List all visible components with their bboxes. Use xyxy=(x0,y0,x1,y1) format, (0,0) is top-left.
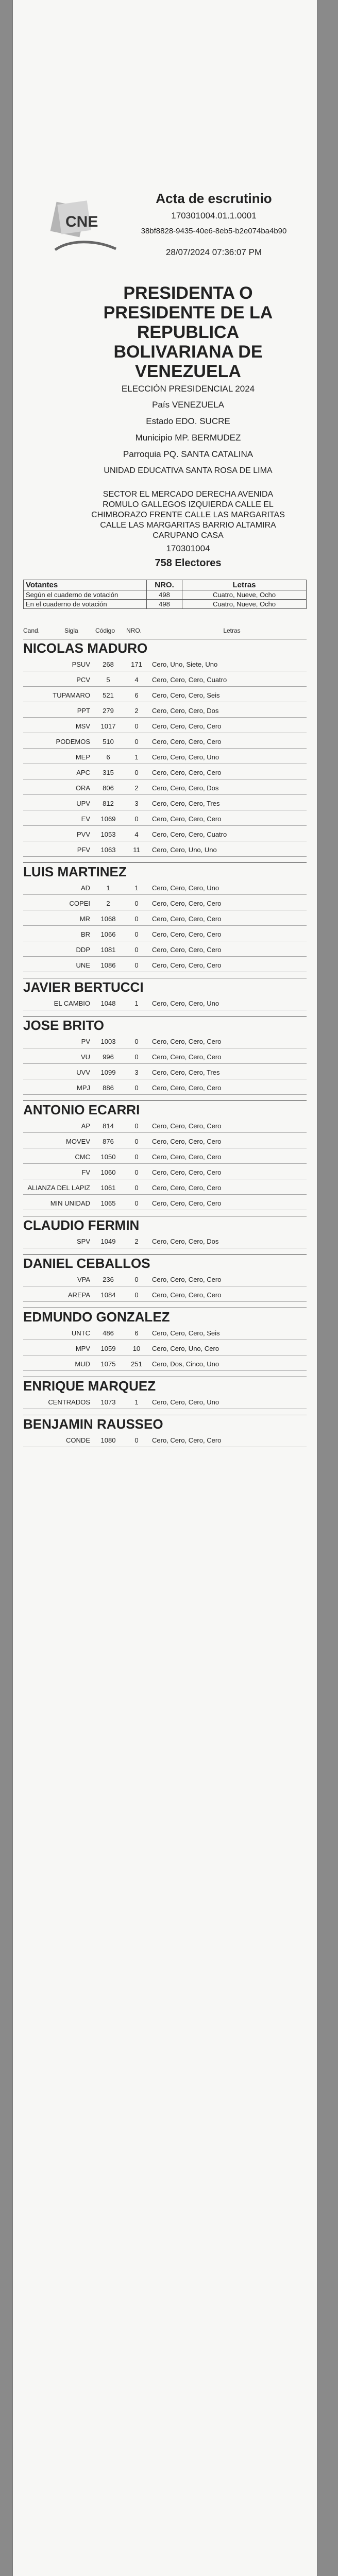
party-sigla: DDP xyxy=(76,945,90,954)
party-row xyxy=(23,881,307,895)
party-code: 1017 xyxy=(100,722,116,730)
electors-count: 758 Electores xyxy=(155,557,222,569)
party-letras: Cero, Cero, Cero, Cero xyxy=(152,768,222,776)
col-cand: Cand. xyxy=(23,627,40,634)
table-row xyxy=(24,600,307,609)
logo-text: CNE xyxy=(65,213,98,230)
party-votes: 3 xyxy=(134,799,139,807)
party-code: 236 xyxy=(103,1275,114,1283)
party-letras: Cero, Cero, Cero, Cero xyxy=(152,1053,222,1061)
party-sigla: UPV xyxy=(76,799,90,807)
party-letras: Cero, Cero, Cero, Uno xyxy=(152,999,219,1007)
party-votes: 0 xyxy=(134,1053,139,1061)
party-sigla: MUD xyxy=(75,1360,90,1368)
party-votes: 1 xyxy=(134,1398,139,1406)
party-votes: 0 xyxy=(134,1168,139,1176)
party-sigla: ORA xyxy=(75,784,90,792)
party-votes: 0 xyxy=(134,1153,139,1161)
party-letras: Cero, Cero, Cero, Cero xyxy=(152,1083,222,1092)
candidate-name: EDMUNDO GONZALEZ xyxy=(23,1308,307,1325)
party-row xyxy=(23,1357,307,1371)
candidate-name: JOSE BRITO xyxy=(23,1016,307,1033)
party-row xyxy=(23,796,307,810)
party-letras: Cero, Cero, Cero, Dos xyxy=(152,784,219,792)
party-letras: Cero, Cero, Cero, Cero xyxy=(152,1183,222,1192)
row-label: Según el cuaderno de votación xyxy=(24,590,147,600)
col-sigla: Sigla xyxy=(64,627,78,634)
party-sigla: PCV xyxy=(76,675,90,684)
party-letras: Cero, Cero, Cero, Cero xyxy=(152,1168,222,1176)
party-code: 2 xyxy=(106,899,110,907)
party-row xyxy=(23,1050,307,1064)
party-row xyxy=(23,1065,307,1079)
party-sigla: CMC xyxy=(75,1153,90,1161)
party-sigla: EL CAMBIO xyxy=(54,999,90,1007)
party-letras: Cero, Dos, Cinco, Uno xyxy=(152,1360,219,1368)
party-letras: Cero, Cero, Uno, Cero xyxy=(152,1344,219,1352)
party-code: 1084 xyxy=(100,1291,116,1299)
party-letras: Cero, Cero, Cero, Cero xyxy=(152,1291,222,1299)
party-sigla: COPEI xyxy=(69,899,90,907)
party-letras: Cero, Cero, Cero, Tres xyxy=(152,799,220,807)
party-letras: Cero, Cero, Cero, Cero xyxy=(152,1137,222,1145)
party-sigla: SPV xyxy=(76,1237,90,1245)
party-sigla: PPT xyxy=(77,706,90,715)
party-code: 1080 xyxy=(100,1436,116,1444)
party-code: 876 xyxy=(103,1137,114,1145)
acta-receipt xyxy=(13,0,317,2576)
party-votes: 0 xyxy=(134,768,139,776)
party-code: 1053 xyxy=(100,830,116,838)
party-sigla: AREPA xyxy=(67,1291,90,1299)
candidate-name: LUIS MARTINEZ xyxy=(23,862,307,880)
party-sigla: VPA xyxy=(77,1275,90,1283)
party-votes: 1 xyxy=(134,753,139,761)
party-sigla: AD xyxy=(80,884,90,892)
party-votes: 0 xyxy=(134,1436,139,1444)
party-row xyxy=(23,735,307,749)
party-code: 1048 xyxy=(100,999,116,1007)
party-letras: Cero, Cero, Cero, Cero xyxy=(152,945,222,954)
candidate-name: BENJAMIN RAUSSEO xyxy=(23,1415,307,1432)
party-votes: 0 xyxy=(134,1037,139,1045)
party-row xyxy=(23,1181,307,1195)
row-label: En el cuaderno de votación xyxy=(24,600,147,609)
party-letras: Cero, Cero, Cero, Cero xyxy=(152,1037,222,1045)
party-votes: 0 xyxy=(134,930,139,938)
party-sigla: MIN UNIDAD xyxy=(50,1199,90,1207)
party-sigla: UNTC xyxy=(71,1329,90,1337)
party-row xyxy=(23,1119,307,1133)
party-row xyxy=(23,896,307,910)
party-row xyxy=(23,1150,307,1164)
party-letras: Cero, Cero, Cero, Cero xyxy=(152,1122,222,1130)
party-code: 1081 xyxy=(100,945,116,954)
party-sigla: MPV xyxy=(75,1344,90,1352)
party-row xyxy=(23,943,307,957)
parroquia: Parroquia PQ. SANTA CATALINA xyxy=(123,449,254,459)
party-sigla: MOVEV xyxy=(66,1137,90,1145)
party-votes: 6 xyxy=(134,691,139,699)
party-row xyxy=(23,827,307,841)
acta-title: Acta de escrutinio xyxy=(156,191,272,206)
party-votes: 4 xyxy=(134,830,139,838)
party-row xyxy=(23,766,307,779)
party-row xyxy=(23,781,307,795)
party-letras: Cero, Cero, Uno, Uno xyxy=(152,845,217,854)
party-code: 1065 xyxy=(100,1199,116,1207)
party-code: 806 xyxy=(103,784,114,792)
party-votes: 0 xyxy=(134,945,139,954)
party-letras: Cero, Cero, Cero, Cero xyxy=(152,722,222,730)
party-letras: Cero, Cero, Cero, Dos xyxy=(152,1237,219,1245)
party-votes: 0 xyxy=(134,1183,139,1192)
party-sigla: EV xyxy=(81,815,90,823)
party-row xyxy=(23,1165,307,1179)
party-code: 315 xyxy=(103,768,114,776)
party-votes: 0 xyxy=(134,1199,139,1207)
voting-center: UNIDAD EDUCATIVA SANTA ROSA DE LIMA xyxy=(104,466,273,475)
party-letras: Cero, Cero, Cero, Cero xyxy=(152,930,222,938)
candidate-name: DANIEL CEBALLOS xyxy=(23,1254,307,1272)
col-letras: Letras xyxy=(182,580,307,590)
party-code: 996 xyxy=(103,1053,114,1061)
party-letras: Cero, Cero, Cero, Cero xyxy=(152,815,222,823)
party-code: 5 xyxy=(106,675,110,684)
party-letras: Cero, Cero, Cero, Cero xyxy=(152,1436,222,1444)
party-code: 1068 xyxy=(100,914,116,923)
party-votes: 0 xyxy=(134,1122,139,1130)
party-votes: 4 xyxy=(134,675,139,684)
party-sigla: PVV xyxy=(76,830,90,838)
estado: Estado EDO. SUCRE xyxy=(146,416,230,426)
party-votes: 0 xyxy=(134,722,139,730)
party-row xyxy=(23,1081,307,1095)
party-row xyxy=(23,750,307,764)
col-codigo: Código xyxy=(95,627,115,634)
party-sigla: MEP xyxy=(75,753,90,761)
center-address: SECTOR EL MERCADO DERECHA AVENIDA ROMULO GALLEGOS IZQUIERDA CALLE EL CHIMBORAZO FRENTE CALLE LAS MARGARITAS CALLE LAS MARGARITAS BARRIO ALTAMIRA CARUPANO CASA xyxy=(91,490,285,540)
party-votes: 1 xyxy=(134,999,139,1007)
party-letras: Cero, Cero, Cero, Dos xyxy=(152,706,219,715)
party-votes: 171 xyxy=(131,660,142,668)
party-votes: 0 xyxy=(134,1137,139,1145)
party-sigla: FV xyxy=(81,1168,90,1176)
party-code: 1069 xyxy=(100,815,116,823)
party-column-headers xyxy=(23,627,307,634)
party-code: 814 xyxy=(103,1122,114,1130)
party-code: 510 xyxy=(103,737,114,745)
pais: País VENEZUELA xyxy=(152,400,224,410)
party-votes: 11 xyxy=(133,845,140,854)
party-votes: 251 xyxy=(131,1360,142,1368)
party-votes: 0 xyxy=(134,899,139,907)
acta-code: 170301004.01.1.0001 xyxy=(171,211,257,221)
party-code: 1073 xyxy=(100,1398,116,1406)
party-letras: Cero, Cero, Cero, Cuatro xyxy=(152,675,227,684)
party-code: 521 xyxy=(103,691,114,699)
election-name: ELECCIÓN PRESIDENCIAL 2024 xyxy=(121,384,255,394)
party-sigla: VU xyxy=(80,1053,90,1061)
col-letras2: Letras xyxy=(223,627,241,634)
party-votes: 0 xyxy=(134,737,139,745)
party-letras: Cero, Cero, Cero, Seis xyxy=(152,691,220,699)
party-code: 886 xyxy=(103,1083,114,1092)
party-row xyxy=(23,1326,307,1340)
party-sigla: MPJ xyxy=(77,1083,90,1092)
party-code: 812 xyxy=(103,799,114,807)
party-letras: Cero, Cero, Cero, Uno xyxy=(152,1398,219,1406)
party-letras: Cero, Cero, Cero, Cero xyxy=(152,1199,222,1207)
party-code: 279 xyxy=(103,706,114,715)
party-sigla: BR xyxy=(80,930,90,938)
party-votes: 3 xyxy=(134,1068,139,1076)
party-sigla: MR xyxy=(79,914,90,923)
acta-hash: 38bf8828-9435-40e6-8eb5-b2e074ba4b90 xyxy=(141,227,287,235)
party-votes: 2 xyxy=(134,706,139,715)
party-row xyxy=(23,1196,307,1210)
party-votes: 2 xyxy=(134,784,139,792)
candidate-name: NICOLAS MADURO xyxy=(23,639,307,656)
party-code: 1060 xyxy=(100,1168,116,1176)
acta-datetime: 28/07/2024 07:36:07 PM xyxy=(165,247,262,257)
party-row xyxy=(23,1433,307,1447)
row-nro: 498 xyxy=(147,600,182,609)
party-row xyxy=(23,1035,307,1048)
party-row xyxy=(23,1342,307,1355)
party-votes: 0 xyxy=(134,815,139,823)
party-code: 1075 xyxy=(100,1360,116,1368)
party-sigla: PODEMOS xyxy=(56,737,90,745)
party-letras: Cero, Cero, Cero, Cero xyxy=(152,1153,222,1161)
party-sigla: MSV xyxy=(75,722,90,730)
party-row xyxy=(23,843,307,857)
center-code: 170301004 xyxy=(166,544,210,553)
party-row xyxy=(23,673,307,687)
candidate-name: ANTONIO ECARRI xyxy=(23,1100,307,1118)
party-sigla: UNE xyxy=(76,961,90,969)
party-code: 1049 xyxy=(100,1237,116,1245)
party-votes: 1 xyxy=(134,884,139,892)
party-sigla: CONDE xyxy=(66,1436,90,1444)
party-row xyxy=(23,912,307,926)
cne-logo xyxy=(49,198,121,258)
party-votes: 10 xyxy=(132,1344,141,1352)
party-sigla: AP xyxy=(81,1122,90,1130)
party-row xyxy=(23,1273,307,1286)
party-code: 6 xyxy=(106,753,110,761)
party-sigla: UVV xyxy=(76,1068,90,1076)
party-letras: Cero, Cero, Cero, Seis xyxy=(152,1329,220,1337)
col-votantes: Votantes xyxy=(24,580,147,590)
party-sigla: APC xyxy=(76,768,90,776)
party-letras: Cero, Cero, Cero, Cero xyxy=(152,1275,222,1283)
row-letras: Cuatro, Nueve, Ocho xyxy=(182,590,307,600)
party-letras: Cero, Cero, Cero, Cero xyxy=(152,737,222,745)
party-votes: 0 xyxy=(134,1291,139,1299)
party-sigla: PFV xyxy=(77,845,90,854)
party-code: 268 xyxy=(103,660,114,668)
party-row xyxy=(23,1288,307,1302)
party-code: 1003 xyxy=(100,1037,116,1045)
party-letras: Cero, Cero, Cero, Tres xyxy=(152,1068,220,1076)
party-votes: 0 xyxy=(134,1083,139,1092)
party-row xyxy=(23,688,307,702)
row-nro: 498 xyxy=(147,590,182,600)
party-code: 486 xyxy=(103,1329,114,1337)
party-code: 1 xyxy=(106,884,110,892)
party-code: 1066 xyxy=(100,930,116,938)
election-title: PRESIDENTA O PRESIDENTE DE LA REPUBLICA BOLIVARIANA DE VENEZUELA xyxy=(103,283,273,381)
municipio: Municipio MP. BERMUDEZ xyxy=(135,433,241,443)
party-letras: Cero, Cero, Cero, Cero xyxy=(152,961,222,969)
party-sigla: TUPAMARO xyxy=(53,691,90,699)
col-nro: NRO. xyxy=(147,580,182,590)
party-row xyxy=(23,704,307,718)
party-votes: 0 xyxy=(134,1275,139,1283)
header-block xyxy=(124,191,304,258)
party-votes: 2 xyxy=(134,1237,139,1245)
party-row xyxy=(23,719,307,733)
party-code: 1050 xyxy=(100,1153,116,1161)
party-row xyxy=(23,1395,307,1409)
party-letras: Cero, Cero, Cero, Cero xyxy=(152,899,222,907)
party-row xyxy=(23,996,307,1010)
party-row xyxy=(23,657,307,671)
party-sigla: ALIANZA DEL LAPIZ xyxy=(27,1183,90,1192)
party-letras: Cero, Cero, Cero, Uno xyxy=(152,753,219,761)
voters-table xyxy=(23,580,307,609)
party-sigla: PV xyxy=(81,1037,90,1045)
party-votes: 6 xyxy=(134,1329,139,1337)
party-letras: Cero, Cero, Cero, Cero xyxy=(152,914,222,923)
col-nro2: NRO. xyxy=(126,627,142,634)
party-letras: Cero, Uno, Siete, Uno xyxy=(152,660,218,668)
party-code: 1059 xyxy=(100,1344,116,1352)
candidate-name: CLAUDIO FERMIN xyxy=(23,1216,307,1233)
party-code: 1061 xyxy=(100,1183,116,1192)
party-votes: 0 xyxy=(134,961,139,969)
party-letras: Cero, Cero, Cero, Uno xyxy=(152,884,219,892)
party-sigla: CENTRADOS xyxy=(48,1398,90,1406)
party-sigla: PSUV xyxy=(72,660,90,668)
candidate-name: JAVIER BERTUCCI xyxy=(23,978,307,995)
party-row xyxy=(23,812,307,826)
party-row xyxy=(23,927,307,941)
party-row xyxy=(23,1134,307,1148)
party-code: 1063 xyxy=(100,845,116,854)
party-letras: Cero, Cero, Cero, Cuatro xyxy=(152,830,227,838)
party-row xyxy=(23,958,307,972)
row-letras: Cuatro, Nueve, Ocho xyxy=(182,600,307,609)
party-row xyxy=(23,1234,307,1248)
party-votes: 0 xyxy=(134,914,139,923)
table-row xyxy=(24,590,307,600)
party-code: 1086 xyxy=(100,961,116,969)
party-code: 1099 xyxy=(100,1068,116,1076)
candidate-name: ENRIQUE MARQUEZ xyxy=(23,1377,307,1394)
